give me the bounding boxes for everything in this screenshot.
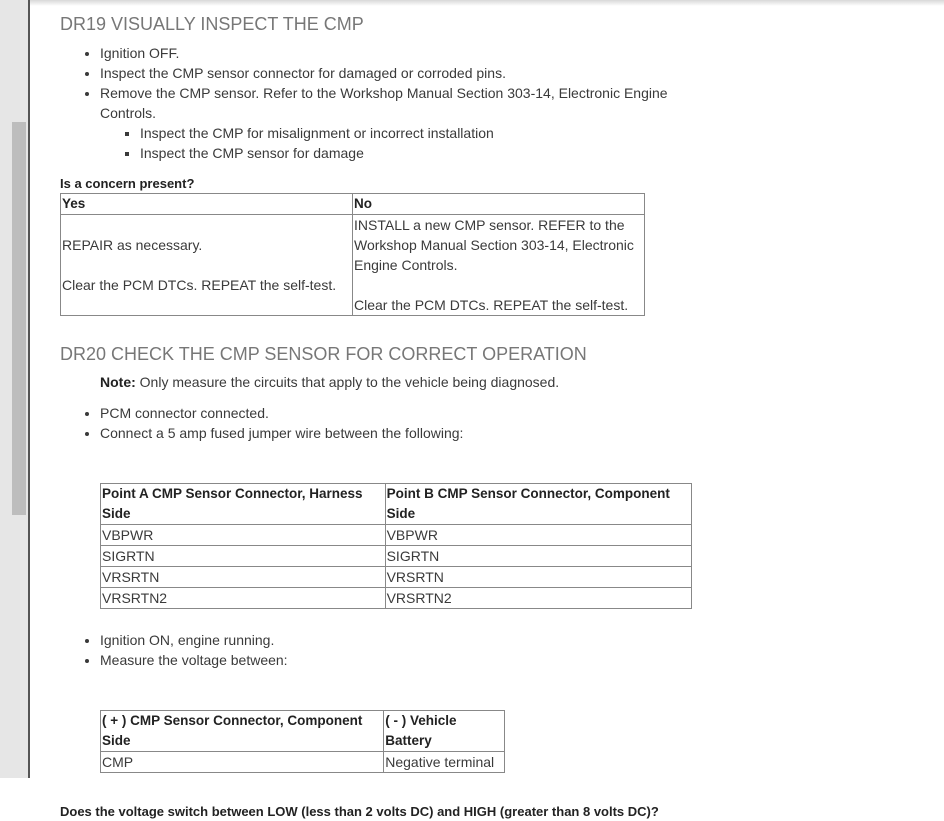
- list-item: • Ignition OFF.: [100, 43, 920, 63]
- cell: VRSRTN: [101, 567, 386, 588]
- header-shadow: [30, 0, 944, 6]
- list-item: ▪ Inspect the CMP sensor for damage: [140, 143, 700, 163]
- dr19-steps: [60, 43, 920, 163]
- list-item: • Connect a 5 amp fused jumper wire between the following:: [100, 423, 920, 443]
- cell: VRSRTN2: [385, 588, 691, 609]
- note: [60, 372, 920, 392]
- cell-text: Clear the PCM DTCs. REPEAT the self-test.: [354, 297, 629, 313]
- concern-table: [60, 193, 645, 316]
- table-row: [101, 752, 505, 773]
- document-content: [60, 12, 920, 821]
- cell-text: REPAIR as necessary.: [62, 237, 203, 253]
- table-row: [101, 588, 692, 609]
- cell: SIGRTN: [101, 546, 386, 567]
- header-point-b: Point B CMP Sensor Connector, Component Side: [385, 484, 691, 525]
- divider: [28, 0, 30, 778]
- scrollbar-thumb[interactable]: [12, 122, 26, 515]
- question: Does the voltage switch between LOW (less than 2 volts DC) and HIGH (greater than 8 volts DC)?: [60, 804, 659, 819]
- table-row: [101, 525, 692, 546]
- cell: VBPWR: [101, 525, 386, 546]
- cell: SIGRTN: [385, 546, 691, 567]
- section-title-dr19: DR19 VISUALLY INSPECT THE CMP: [60, 14, 364, 34]
- cell-yes: [61, 215, 353, 316]
- left-panel: [0, 0, 28, 778]
- header-negative: ( - ) Vehicle Battery: [384, 711, 505, 752]
- cell-text: Clear the PCM DTCs. REPEAT the self-test.: [62, 277, 337, 293]
- table-row: [101, 546, 692, 567]
- list-item: • PCM connector connected.: [100, 403, 920, 423]
- cell: VBPWR: [385, 525, 691, 546]
- jumper-table: [100, 483, 692, 609]
- header-no: No: [353, 194, 645, 215]
- header-yes: Yes: [61, 194, 353, 215]
- list-item: • Inspect the CMP sensor connector for damaged or corroded pins.: [100, 63, 920, 83]
- list-item-text: Remove the CMP sensor. Refer to the Workshop Manual Section 303-14, Electronic Engine Controls.: [100, 85, 668, 121]
- cell-text: INSTALL a new CMP sensor. REFER to the Workshop Manual Section 303-14, Electronic Engine Controls.: [354, 217, 634, 273]
- dr20-steps-2: [60, 630, 920, 670]
- cell: VRSRTN2: [101, 588, 386, 609]
- header-point-a: Point A CMP Sensor Connector, Harness Side: [101, 484, 386, 525]
- section-title-dr20: DR20 CHECK THE CMP SENSOR FOR CORRECT OPERATION: [60, 344, 587, 364]
- question: Is a concern present?: [60, 176, 195, 191]
- cell: CMP: [101, 752, 384, 773]
- table-row: [101, 567, 692, 588]
- list-item: • Ignition ON, engine running.: [100, 630, 920, 650]
- note-label: Note:: [100, 374, 136, 390]
- list-item: ▪ Inspect the CMP for misalignment or incorrect installation: [140, 123, 700, 143]
- note-text: Only measure the circuits that apply to the vehicle being diagnosed.: [135, 374, 560, 390]
- list-item: • Measure the voltage between:: [100, 650, 920, 670]
- dr20-steps-1: [60, 403, 920, 443]
- measure-table: [100, 710, 505, 773]
- header-positive: ( + ) CMP Sensor Connector, Component Side: [101, 711, 384, 752]
- cell: VRSRTN: [385, 567, 691, 588]
- cell-no: [353, 215, 645, 316]
- cell: Negative terminal: [384, 752, 505, 773]
- list-item: [100, 83, 700, 163]
